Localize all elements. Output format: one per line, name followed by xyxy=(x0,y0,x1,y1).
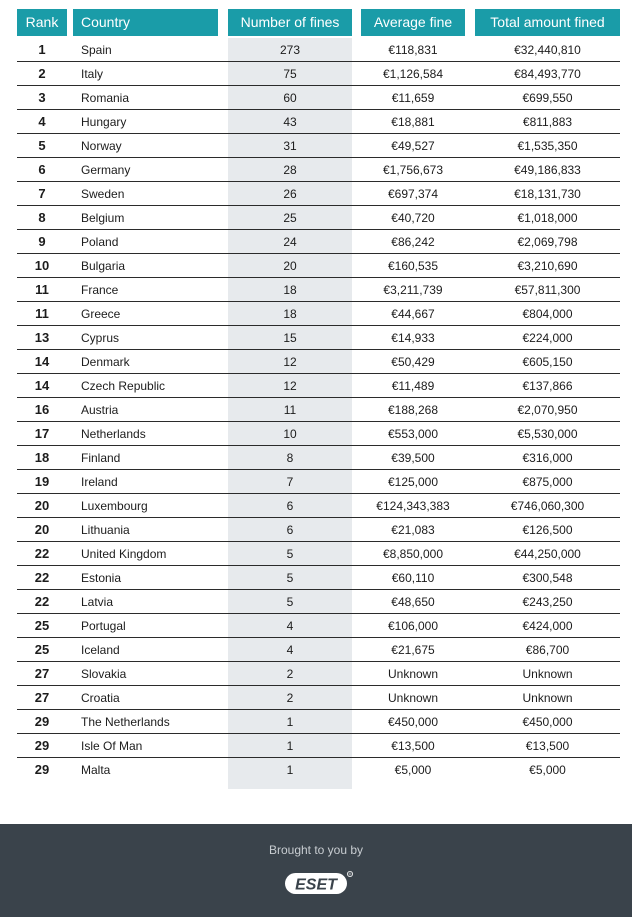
fines-count-cell: 18 xyxy=(283,307,297,321)
total-fined-cell: €811,883 xyxy=(522,115,573,129)
fines-count-cell: 24 xyxy=(283,235,297,249)
total-fined-cell: €137,866 xyxy=(522,379,573,393)
average-fine-cell: €18,881 xyxy=(391,115,435,129)
total-fined-cell: €86,700 xyxy=(525,643,570,657)
country-cell: Spain xyxy=(81,43,112,57)
average-fine-cell: €1,756,673 xyxy=(382,163,444,177)
total-fined-cell: €424,000 xyxy=(522,619,573,633)
table-body xyxy=(17,38,620,782)
country-cell: Bulgaria xyxy=(81,259,126,273)
country-cell: Luxembourg xyxy=(81,499,148,513)
rank-cell: 29 xyxy=(34,738,50,753)
rank-cell: 22 xyxy=(34,570,50,585)
total-fined-cell: €3,210,690 xyxy=(517,259,578,273)
rank-cell: 4 xyxy=(38,114,46,129)
total-fined-cell: €13,500 xyxy=(525,739,570,753)
fines-count-cell: 4 xyxy=(286,619,294,633)
total-fined-cell: €84,493,770 xyxy=(514,67,581,81)
total-fined-cell: Unknown xyxy=(522,691,573,705)
eset-logo-icon xyxy=(284,870,354,896)
rank-cell: 19 xyxy=(34,474,50,489)
fines-count-cell: 26 xyxy=(283,187,297,201)
rank-cell: 13 xyxy=(34,330,50,345)
table-row xyxy=(17,734,620,758)
average-fine-cell: €8,850,000 xyxy=(382,547,444,561)
table-row xyxy=(17,86,620,110)
rank-cell: 27 xyxy=(34,666,50,681)
rank-cell: 22 xyxy=(34,594,50,609)
rank-cell: 14 xyxy=(34,354,50,369)
average-fine-cell: €14,933 xyxy=(391,331,435,345)
fines-count-cell: 1 xyxy=(286,763,294,777)
total-fined-cell: €2,069,798 xyxy=(517,235,578,249)
country-cell: Hungary xyxy=(81,115,127,129)
fines-count-cell: 75 xyxy=(283,67,297,81)
average-fine-cell: €124,343,383 xyxy=(376,499,450,513)
rank-cell: 11 xyxy=(35,282,49,297)
rank-cell: 10 xyxy=(34,258,50,273)
rank-cell: 17 xyxy=(34,426,50,441)
table-row xyxy=(17,494,620,518)
total-fined-cell: €300,548 xyxy=(522,571,573,585)
footer-tagline: Brought to you by xyxy=(268,843,364,857)
average-fine-cell: €21,675 xyxy=(391,643,435,657)
table-row xyxy=(17,614,620,638)
table-row xyxy=(17,758,620,782)
table-row xyxy=(17,158,620,182)
table-row xyxy=(17,254,620,278)
country-cell: Portugal xyxy=(81,619,126,633)
table-row xyxy=(17,374,620,398)
rank-cell: 20 xyxy=(34,498,50,513)
rank-cell: 3 xyxy=(38,90,46,105)
total-fined-cell: €243,250 xyxy=(522,595,573,609)
svg-text:®: ® xyxy=(348,871,352,877)
country-cell: Poland xyxy=(81,235,119,249)
fines-count-cell: 2 xyxy=(286,667,294,681)
average-fine-cell: €48,650 xyxy=(391,595,435,609)
fines-count-cell: 11 xyxy=(283,403,297,417)
total-fined-cell: €316,000 xyxy=(522,451,573,465)
average-fine-cell: €21,083 xyxy=(391,523,435,537)
rank-cell: 8 xyxy=(38,210,46,225)
fines-count-cell: 18 xyxy=(283,283,297,297)
rank-cell: 29 xyxy=(34,762,50,777)
country-cell: France xyxy=(81,283,119,297)
table-row xyxy=(17,566,620,590)
average-fine-cell: €49,527 xyxy=(391,139,435,153)
total-fined-cell: €18,131,730 xyxy=(514,187,581,201)
average-fine-cell: €106,000 xyxy=(387,619,439,633)
fines-count-cell: 1 xyxy=(286,715,294,729)
total-fined-cell: €32,440,810 xyxy=(514,43,581,57)
table-row xyxy=(17,518,620,542)
country-cell: United Kingdom xyxy=(81,547,167,561)
eset-logo-text: ESET xyxy=(295,876,337,894)
fines-count-cell: 28 xyxy=(283,163,297,177)
rank-cell: 25 xyxy=(34,618,50,633)
average-fine-cell: €13,500 xyxy=(391,739,435,753)
table-row xyxy=(17,590,620,614)
country-cell: Slovakia xyxy=(81,667,127,681)
table-row xyxy=(17,638,620,662)
total-fined-cell: €1,018,000 xyxy=(517,211,578,225)
fines-count-cell: 6 xyxy=(286,523,294,537)
column-header-total-amount: Total amount fined xyxy=(475,9,620,36)
table-row xyxy=(17,422,620,446)
average-fine-cell: €11,659 xyxy=(391,91,435,105)
average-fine-cell: €44,667 xyxy=(391,307,435,321)
country-cell: Italy xyxy=(81,67,104,81)
average-fine-cell: €5,000 xyxy=(394,763,432,777)
country-cell: Romania xyxy=(81,91,130,105)
fines-count-cell: 10 xyxy=(283,427,297,441)
fines-count-cell: 31 xyxy=(283,139,297,153)
table-row xyxy=(17,446,620,470)
total-fined-cell: €875,000 xyxy=(522,475,573,489)
rank-cell: 5 xyxy=(38,138,46,153)
total-fined-cell: €1,535,350 xyxy=(517,139,578,153)
average-fine-cell: €125,000 xyxy=(387,475,439,489)
table-row xyxy=(17,38,620,62)
fines-count-cell: 43 xyxy=(283,115,297,129)
average-fine-cell: €11,489 xyxy=(391,379,435,393)
country-cell: Lithuania xyxy=(81,523,130,537)
column-header-country: Country xyxy=(73,9,218,36)
table-row xyxy=(17,110,620,134)
average-fine-cell: Unknown xyxy=(387,667,439,681)
total-fined-cell: €746,060,300 xyxy=(510,499,585,513)
country-cell: Germany xyxy=(81,163,131,177)
fines-count-cell: 8 xyxy=(286,451,294,465)
fines-count-cell: 5 xyxy=(286,571,294,585)
average-fine-cell: €450,000 xyxy=(387,715,439,729)
total-fined-cell: €605,150 xyxy=(522,355,573,369)
rank-cell: 9 xyxy=(38,234,46,249)
fines-count-cell: 25 xyxy=(283,211,297,225)
fines-count-cell: 15 xyxy=(283,331,297,345)
average-fine-cell: €160,535 xyxy=(387,259,439,273)
rank-cell: 18 xyxy=(34,450,50,465)
table-row xyxy=(17,662,620,686)
rank-cell: 7 xyxy=(38,186,46,201)
country-cell: Czech Republic xyxy=(81,379,166,393)
total-fined-cell: €126,500 xyxy=(522,523,573,537)
country-cell: Isle Of Man xyxy=(81,739,143,753)
country-cell: Iceland xyxy=(81,643,120,657)
table-row xyxy=(17,326,620,350)
average-fine-cell: €3,211,739 xyxy=(383,283,443,297)
rank-cell: 27 xyxy=(34,690,50,705)
column-header-number-of-fines: Number of fines xyxy=(228,9,352,36)
footer xyxy=(0,824,632,917)
table-row xyxy=(17,278,620,302)
total-fined-cell: €5,000 xyxy=(529,763,566,777)
rank-cell: 14 xyxy=(34,378,50,393)
fines-count-cell: 6 xyxy=(286,499,294,513)
average-fine-cell: €1,126,584 xyxy=(382,67,444,81)
fines-count-cell: 273 xyxy=(279,43,301,57)
country-cell: Denmark xyxy=(81,355,130,369)
country-cell: The Netherlands xyxy=(81,715,170,729)
average-fine-cell: €60,110 xyxy=(391,571,435,585)
average-fine-cell: €40,720 xyxy=(391,211,435,225)
fines-count-cell: 20 xyxy=(283,259,297,273)
table-row xyxy=(17,230,620,254)
average-fine-cell: €39,500 xyxy=(391,451,435,465)
average-fine-cell: €50,429 xyxy=(391,355,435,369)
total-fined-cell: €224,000 xyxy=(522,331,573,345)
average-fine-cell: €553,000 xyxy=(387,427,439,441)
country-cell: Croatia xyxy=(81,691,120,705)
table-row xyxy=(17,62,620,86)
rank-cell: 11 xyxy=(35,306,49,321)
rank-cell: 29 xyxy=(34,714,50,729)
country-cell: Latvia xyxy=(81,595,114,609)
total-fined-cell: €699,550 xyxy=(522,91,573,105)
average-fine-cell: €118,831 xyxy=(388,43,438,57)
rank-cell: 25 xyxy=(34,642,50,657)
column-header-average-fine: Average fine xyxy=(361,9,465,36)
country-cell: Finland xyxy=(81,451,121,465)
average-fine-cell: €188,268 xyxy=(387,403,439,417)
fines-count-cell: 12 xyxy=(283,355,297,369)
fines-count-cell: 7 xyxy=(286,475,294,489)
total-fined-cell: €44,250,000 xyxy=(514,547,581,561)
country-cell: Norway xyxy=(81,139,122,153)
total-fined-cell: Unknown xyxy=(522,667,573,681)
country-cell: Cyprus xyxy=(81,331,120,345)
country-cell: Netherlands xyxy=(81,427,146,441)
fines-count-cell: 2 xyxy=(286,691,294,705)
average-fine-cell: Unknown xyxy=(387,691,439,705)
country-cell: Greece xyxy=(81,307,121,321)
rank-cell: 2 xyxy=(38,66,46,81)
table-row xyxy=(17,350,620,374)
fines-count-cell: 5 xyxy=(286,547,294,561)
fines-count-cell: 1 xyxy=(286,739,294,753)
rank-cell: 22 xyxy=(34,546,50,561)
total-fined-cell: €804,000 xyxy=(522,307,573,321)
rank-cell: 1 xyxy=(38,42,46,57)
table-row xyxy=(17,542,620,566)
fines-count-cell: 5 xyxy=(286,595,294,609)
table-row xyxy=(17,710,620,734)
table-row xyxy=(17,206,620,230)
average-fine-cell: €86,242 xyxy=(391,235,435,249)
country-cell: Ireland xyxy=(81,475,118,489)
rank-cell: 6 xyxy=(38,162,46,177)
country-cell: Estonia xyxy=(81,571,122,585)
total-fined-cell: €57,811,300 xyxy=(514,283,581,297)
country-cell: Belgium xyxy=(81,211,125,225)
total-fined-cell: €49,186,833 xyxy=(514,163,581,177)
country-cell: Sweden xyxy=(81,187,125,201)
total-fined-cell: €450,000 xyxy=(522,715,573,729)
table-row xyxy=(17,398,620,422)
fines-count-cell: 60 xyxy=(283,91,297,105)
column-header-rank: Rank xyxy=(17,9,67,36)
rank-cell: 16 xyxy=(34,402,50,417)
fines-count-cell: 12 xyxy=(283,379,297,393)
total-fined-cell: €5,530,000 xyxy=(517,427,578,441)
average-fine-cell: €697,374 xyxy=(387,187,439,201)
total-fined-cell: €2,070,950 xyxy=(517,403,578,417)
country-cell: Malta xyxy=(81,763,111,777)
rank-cell: 20 xyxy=(34,522,50,537)
table-row xyxy=(17,302,620,326)
table-row xyxy=(17,686,620,710)
table-row xyxy=(17,134,620,158)
table-row xyxy=(17,470,620,494)
table-row xyxy=(17,182,620,206)
country-cell: Austria xyxy=(81,403,119,417)
fines-count-cell: 4 xyxy=(286,643,294,657)
